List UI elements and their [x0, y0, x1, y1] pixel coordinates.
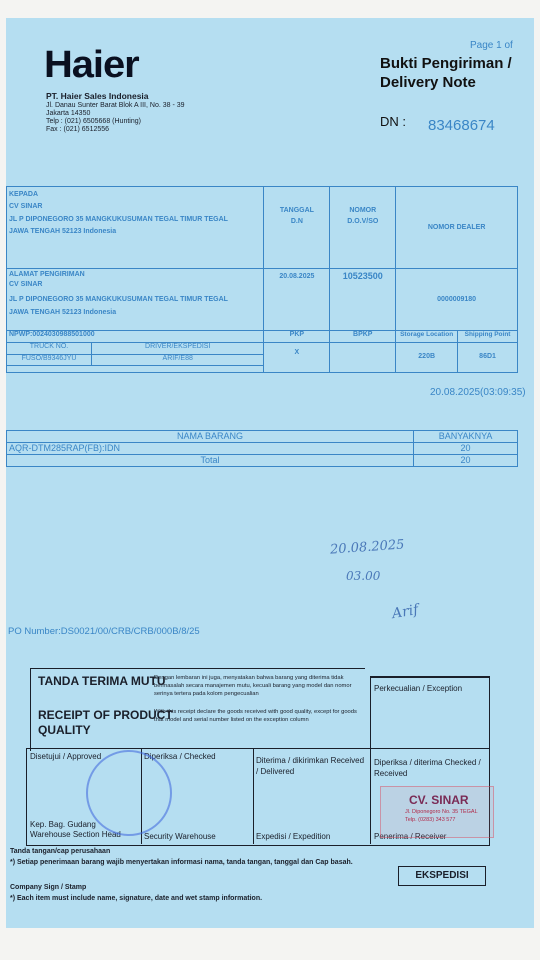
receiver-label: Penerima / Receiver	[374, 832, 447, 841]
haier-stamp	[86, 750, 172, 836]
item-name-header: NAMA BARANG	[7, 431, 414, 443]
receipt-title-en-2: QUALITY	[38, 723, 91, 737]
shipment-table	[6, 186, 518, 373]
received-label: Diperiksa / diterima Checked / Received	[374, 758, 481, 778]
checked-label: Diperiksa / Checked	[144, 752, 216, 761]
date-value: 20.08.2025	[264, 269, 330, 331]
do-number-value: 10523500	[330, 269, 396, 331]
stamp-phone: Telp. (0283) 343 577	[405, 817, 456, 823]
page-indicator: Page 1 of	[470, 40, 513, 51]
tanggal-label: TANGGAL	[279, 207, 314, 214]
grid-divider-3	[370, 748, 371, 844]
item-qty-header: BANYAKNYA	[414, 431, 518, 443]
handwritten-time: 03.00	[346, 569, 381, 583]
note-1-title: Tanda tangan/cap perusahaan	[10, 848, 111, 855]
po-number: PO Number:DS0021/00/CRB/CRB/000B/8/25	[8, 626, 200, 637]
stamp-name: CV. SINAR	[409, 793, 469, 807]
truck-label: TRUCK NO.	[7, 343, 92, 354]
nomor-dealer-header: NOMOR DEALER	[396, 187, 518, 269]
customer-address-1: JL P DIPONEGORO 35 MANGKUKUSUMAN TEGAL TIMUR TEGAL	[9, 216, 228, 223]
warehouse-head-label: Kep. Bag. Gudang Warehouse Section Head	[30, 820, 121, 839]
note-1: *) Setiap penerimaan barang wajib menyertakan informasi nama, tanda tangan, tanggal dan Cap basah.	[10, 859, 353, 866]
bpkp-value	[330, 343, 396, 373]
dn-label: DN :	[380, 114, 406, 129]
ship-address-1: JL P DIPONEGORO 35 MANGKUKUSUMAN TEGAL TIMUR TEGAL	[9, 296, 228, 303]
print-timestamp: 20.08.2025(03:09:35)	[430, 387, 526, 398]
delivered-label: Diterima / dikirimkan Received / Delivered	[256, 756, 365, 776]
pkp-value: X	[264, 343, 330, 373]
dn-number: 83468674	[428, 117, 495, 134]
storage-label: Storage Location	[396, 331, 458, 343]
truck-driver-cell	[7, 343, 264, 373]
bpkp-label: BPKP	[330, 331, 396, 343]
receipt-title-id: TANDA TERIMA MUTU	[38, 674, 166, 688]
note-2: *) Each item must include name, signature, date and wet stamp information.	[10, 895, 263, 902]
note-2-title: Company Sign / Stamp	[10, 884, 87, 891]
storage-value: 220B	[396, 343, 458, 373]
truck-driver-table	[7, 343, 263, 366]
truck-value: FUSO/B9346JYU	[7, 354, 92, 365]
exception-label: Perkecualian / Exception	[374, 684, 463, 693]
total-qty: 20	[414, 455, 518, 467]
total-label: Total	[7, 455, 414, 467]
items-table	[6, 430, 518, 467]
item-qty: 20	[414, 443, 518, 455]
ship-address-2: JAWA TENGAH 52123 Indonesia	[9, 309, 117, 316]
fax-line: Fax : (021) 6512556	[46, 126, 110, 133]
city-line: Jakarta 14350	[46, 110, 91, 117]
npwp: NPWP:0024030988501000	[7, 331, 264, 343]
title-line-1: Bukti Pengiriman /	[380, 55, 512, 72]
handwritten-signature: Arif	[390, 601, 420, 623]
company-address	[46, 102, 185, 134]
nomor-label: NOMOR	[349, 207, 377, 214]
cv-sinar-stamp	[380, 786, 494, 838]
receipt-text-id: Dengan lembaran ini juga, menyatakan bahwa barang yang diterima tidak bermasalah secara manajemen mutu, kecuali barang yang model dan nomor serinya tertera pada kolom pengecualian	[154, 675, 352, 697]
alamat-label: ALAMAT PENGIRIMAN	[9, 271, 85, 278]
company-name: PT. Haier Sales Indonesia	[46, 91, 149, 101]
document-title	[380, 54, 512, 92]
stamp-address: Jl. Diponegoro No. 35 TEGAL	[405, 809, 478, 815]
tanggal-header	[264, 187, 330, 269]
recipient-cell	[7, 187, 264, 269]
title-line-2: Delivery Note	[380, 74, 476, 91]
phone-line: Telp : (021) 6505668 (Hunting)	[46, 118, 141, 125]
handwritten-date: 20.08.2025	[329, 537, 405, 558]
copy-label: EKSPEDISI	[398, 866, 486, 886]
customer-address-2: JAWA TENGAH 52123 Indonesia	[9, 228, 117, 235]
expedition-label: Expedisi / Expedition	[256, 832, 331, 841]
dovso-label: D.O.V/SO	[347, 218, 379, 225]
dealer-number-value: 0000009180	[396, 269, 518, 331]
nomor-header	[330, 187, 396, 269]
driver-label: DRIVER/EKSPEDISI	[92, 343, 264, 354]
customer-name: CV SINAR	[9, 203, 43, 210]
dn-col-label: D.N	[290, 218, 303, 225]
approved-label: Disetujui / Approved	[30, 752, 102, 761]
shipping-address-cell	[7, 269, 264, 331]
address-line: Jl. Danau Sunter Barat Blok A III, No. 38 - 39	[46, 102, 185, 109]
haier-logo: Haier	[44, 44, 139, 86]
receipt-title-en	[38, 708, 173, 738]
shipping-point-label: Shipping Point	[458, 331, 518, 343]
ship-name: CV SINAR	[9, 281, 43, 288]
shipping-point-value: 86D1	[458, 343, 518, 373]
kepada-label: KEPADA	[9, 191, 39, 198]
item-name: AQR-DTM285RAP(FB):IDN	[7, 443, 414, 455]
grid-divider-2	[253, 748, 254, 844]
receipt-text-en: With this receipt declare the goods received with good quality, except for goods that model and serial number listed on the exception column	[154, 709, 357, 723]
driver-value: ARIF/E88	[92, 354, 264, 365]
pkp-label: PKP	[264, 331, 330, 343]
security-label: Security Warehouse	[144, 832, 216, 841]
receipt-title-en-1: RECEIPT OF PRODUCT	[38, 708, 173, 722]
